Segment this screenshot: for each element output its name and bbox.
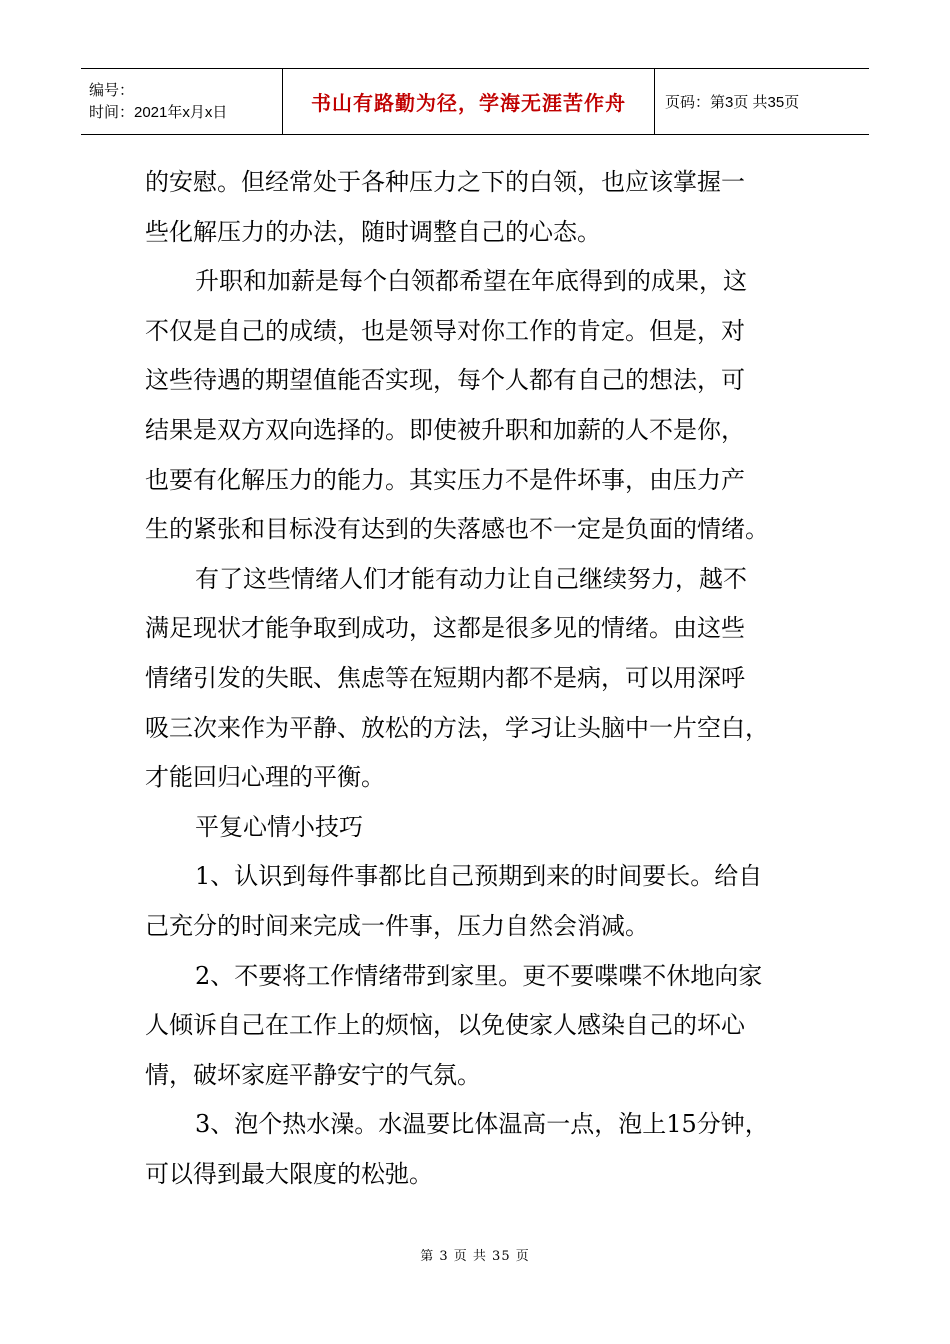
text-line: 有了这些情绪人们才能有动力让自己继续努力，越不 (195, 564, 747, 593)
text-line: 些化解压力的办法，随时调整自己的心态。 (145, 217, 601, 246)
header-motto-cell (283, 69, 655, 134)
text-line: 人倾诉自己在工作上的烦恼，以免使家人感染自己的坏心 (145, 1011, 745, 1040)
text-line: 情，破坏家庭平静安宁的气氛。 (145, 1060, 481, 1089)
text-line: 情绪引发的失眠、焦虑等在短期内都不是病，可以用深呼 (145, 663, 745, 692)
text-line: 不仅是自己的成绩，也是领导对你工作的肯定。但是，对 (145, 316, 745, 345)
text-line: 也要有化解压力的能力。其实压力不是件坏事，由压力产 (145, 465, 745, 494)
text-line: 吸三次来作为平静、放松的方法，学习让头脑中一片空白， (145, 713, 769, 742)
motto-text: 书山有路勤为径，学海无涯苦作舟 (311, 91, 626, 115)
page-info: 页码：第3页 共35页 (665, 94, 800, 111)
text-line: 满足现状才能争取到成功，这都是很多见的情绪。由这些 (145, 614, 745, 643)
document-header (81, 68, 869, 135)
text-line: 才能回归心理的平衡。 (145, 763, 385, 792)
text-line: 升职和加薪是每个白领都希望在年底得到的成果，这 (195, 267, 747, 296)
header-page-cell (655, 69, 869, 134)
text-line: 可以得到最大限度的松弛。 (145, 1159, 433, 1188)
number-label: 编号： (89, 81, 135, 99)
text-line: 这些待遇的期望值能否实现，每个人都有自己的想法，可 (145, 366, 745, 395)
text-line: 3、泡个热水澡。水温要比体温高一点，泡上15分钟， (195, 1110, 769, 1139)
time-label: 时间：2021年x月x日 (89, 103, 228, 121)
text-line: 生的紧张和目标没有达到的失落感也不一定是负面的情绪。 (145, 515, 769, 544)
text-line: 的安慰。但经常处于各种压力之下的白领，也应该掌握一 (145, 168, 745, 196)
header-meta-cell (81, 69, 283, 134)
page-footer: 第 3 页 共 35 页 (420, 1249, 530, 1264)
text-line: 2、不要将工作情绪带到家里。更不要喋喋不休地向家 (195, 961, 763, 990)
body-text (145, 158, 805, 1199)
text-line: 结果是双方双向选择的。即使被升职和加薪的人不是你， (145, 415, 745, 444)
text-line: 1、认识到每件事都比自己预期到来的时间要长。给自 (195, 862, 763, 891)
text-line: 己充分的时间来完成一件事，压力自然会消减。 (145, 911, 649, 940)
section-heading: 平复心情小技巧 (195, 812, 363, 841)
